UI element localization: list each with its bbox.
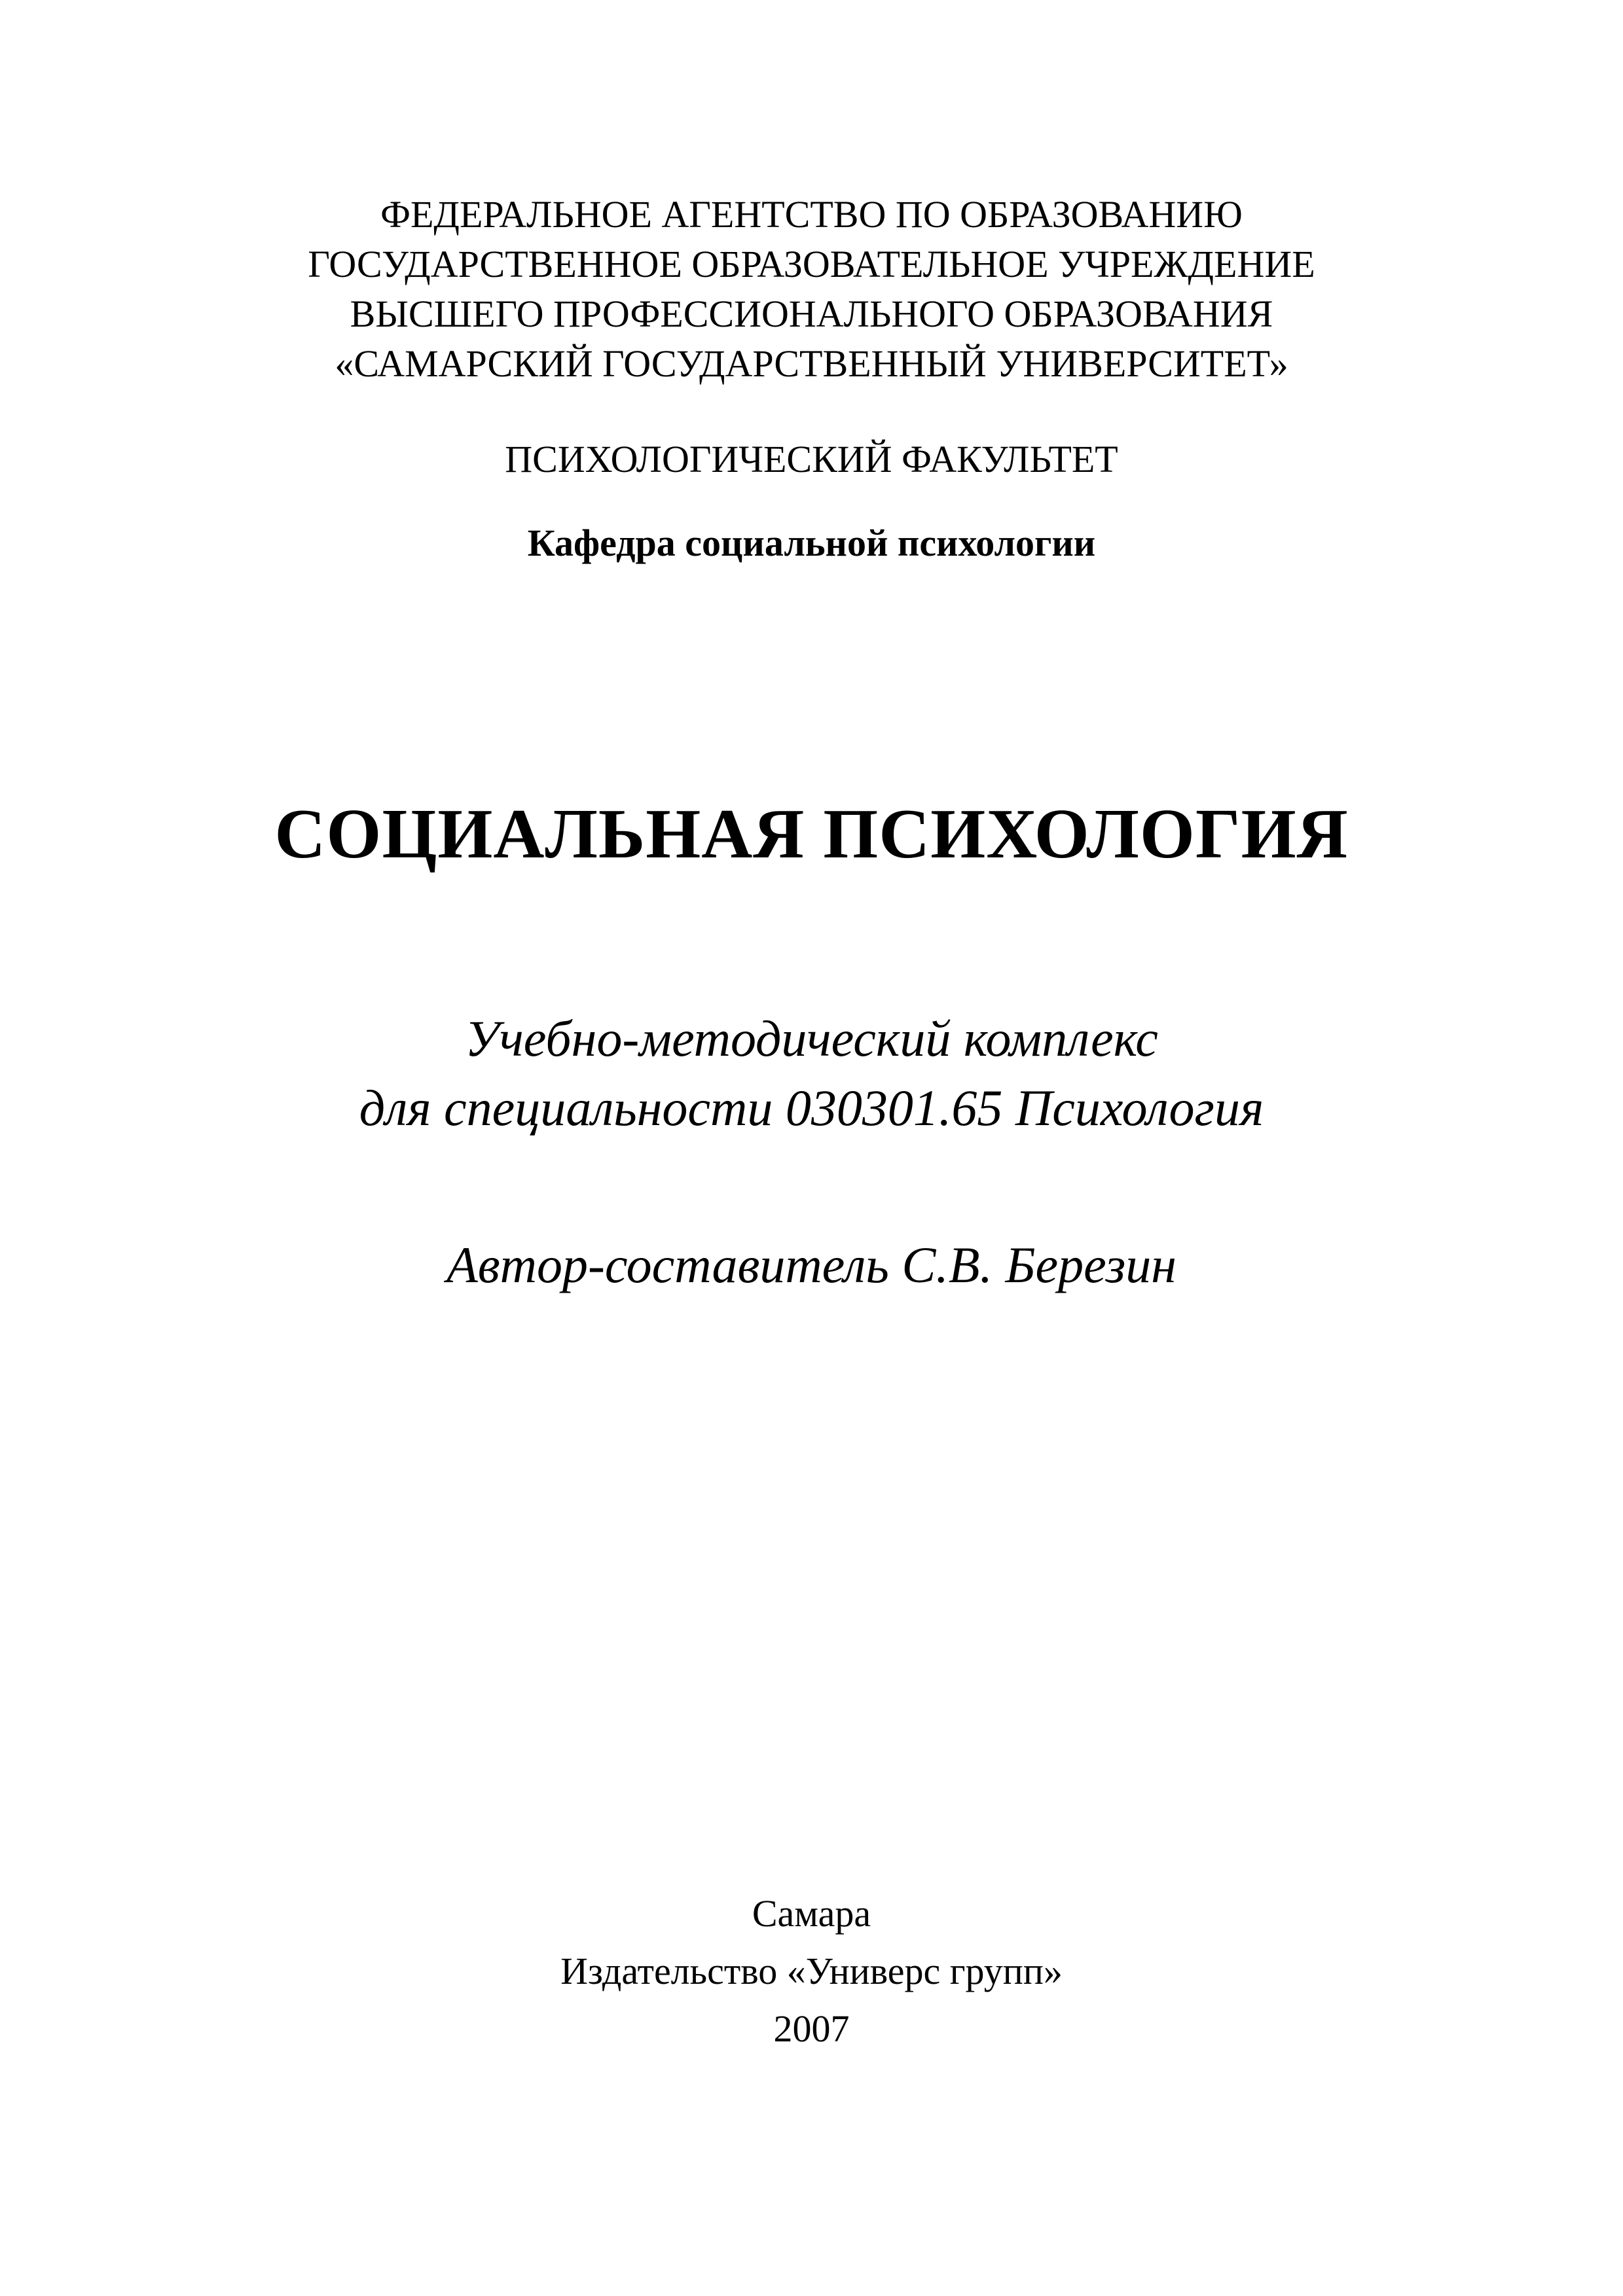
header-line-university: «САМАРСКИЙ ГОСУДАРСТВЕННЫЙ УНИВЕРСИТЕТ» <box>335 342 1288 385</box>
header-line-education-level: ВЫСШЕГО ПРОФЕССИОНАЛЬНОГО ОБРАЗОВАНИЯ <box>350 293 1273 335</box>
header-line-institution: ГОСУДАРСТВЕННОЕ ОБРАЗОВАТЕЛЬНОЕ УЧРЕЖДЕНИЕ <box>308 243 1315 285</box>
imprint-publisher: Издательство «Универс групп» <box>560 1950 1063 1992</box>
document-title: СОЦИАЛЬНАЯ ПСИХОЛОГИЯ <box>274 795 1349 873</box>
institution-header <box>0 190 1623 389</box>
faculty-block <box>0 435 1623 484</box>
subtitle-line-specialty: для специальности 030301.65 Психология <box>359 1079 1264 1136</box>
subtitle-line-type: Учебно-методический комплекс <box>465 1010 1158 1067</box>
imprint-year: 2007 <box>773 2007 850 2050</box>
author-block <box>0 1230 1623 1300</box>
faculty-name: ПСИХОЛОГИЧЕСКИЙ ФАКУЛЬТЕТ <box>505 438 1118 480</box>
author-name: Автор-составитель С.В. Березин <box>447 1236 1176 1293</box>
department-block <box>0 518 1623 568</box>
document-title-block <box>0 792 1623 877</box>
header-line-agency: ФЕДЕРАЛЬНОЕ АГЕНТСТВО ПО ОБРАЗОВАНИЮ <box>380 193 1243 236</box>
imprint-city: Самара <box>752 1892 871 1935</box>
department-name: Кафедра социальной психологии <box>527 522 1096 564</box>
document-subtitle <box>0 1004 1623 1143</box>
imprint-block <box>0 1885 1623 2058</box>
